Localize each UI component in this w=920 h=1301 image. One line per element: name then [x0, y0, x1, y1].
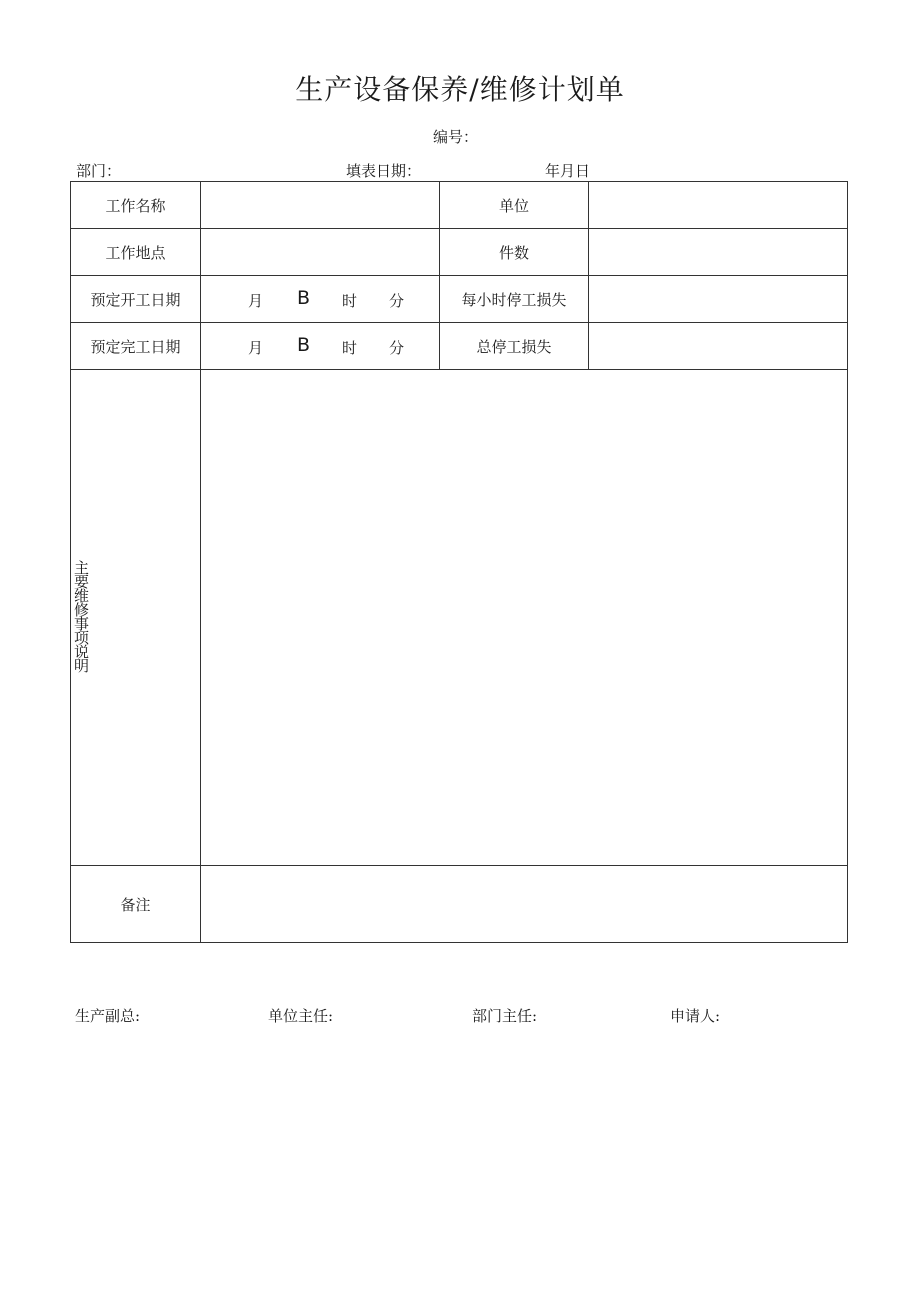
- planned-start-field[interactable]: [201, 276, 440, 323]
- work-name-field[interactable]: [201, 182, 440, 229]
- remarks-field[interactable]: [201, 866, 848, 943]
- planned-finish-field[interactable]: [201, 323, 440, 370]
- main-items-label-cell: [71, 370, 201, 866]
- applicant-signature-label: 申请人:: [670, 1007, 721, 1025]
- table-row: [71, 866, 848, 943]
- table-row: [71, 182, 848, 229]
- piece-count-label: 件数: [440, 229, 589, 276]
- minute-unit: 分: [389, 339, 405, 357]
- plan-form-table: [70, 181, 848, 943]
- department-label: 部门：: [76, 162, 122, 180]
- work-location-label: 工作地点: [71, 229, 201, 276]
- dept-head-signature-label: 部门主任:: [472, 1007, 538, 1025]
- unit-field[interactable]: [589, 182, 848, 229]
- table-row: [71, 370, 848, 866]
- table-row: [71, 229, 848, 276]
- hour-unit: 时: [342, 292, 358, 310]
- work-name-label: 工作名称: [71, 182, 201, 229]
- fill-date-label: 填表日期：: [346, 162, 422, 180]
- unit-label: 单位: [440, 182, 589, 229]
- serial-number-label: 编号：: [433, 128, 479, 146]
- remarks-label: 备注: [71, 866, 201, 943]
- minute-unit: 分: [389, 292, 405, 310]
- table-row: [71, 323, 848, 370]
- unit-head-signature-label: 单位主任:: [268, 1007, 334, 1025]
- month-unit: 月: [248, 292, 264, 310]
- planned-start-label: 预定开工日期: [71, 276, 201, 323]
- work-location-field[interactable]: [201, 229, 440, 276]
- hour-unit: 时: [342, 339, 358, 357]
- planned-finish-label: 预定完工日期: [71, 323, 201, 370]
- total-loss-field[interactable]: [589, 323, 848, 370]
- month-unit: 月: [248, 339, 264, 357]
- day-unit: B: [297, 287, 311, 309]
- year-month-day-label: 年月日: [545, 162, 591, 180]
- piece-count-field[interactable]: [589, 229, 848, 276]
- main-items-field[interactable]: [201, 370, 848, 866]
- hourly-loss-label: 每小时停工损失: [440, 276, 589, 323]
- table-row: [71, 276, 848, 323]
- production-vp-signature-label: 生产副总:: [75, 1007, 141, 1025]
- main-items-label: 主要维修事项说明: [72, 559, 90, 672]
- total-loss-label: 总停工损失: [440, 323, 589, 370]
- day-unit: B: [297, 334, 311, 356]
- hourly-loss-field[interactable]: [589, 276, 848, 323]
- page-title: 生产设备保养/维修计划单: [295, 73, 625, 106]
